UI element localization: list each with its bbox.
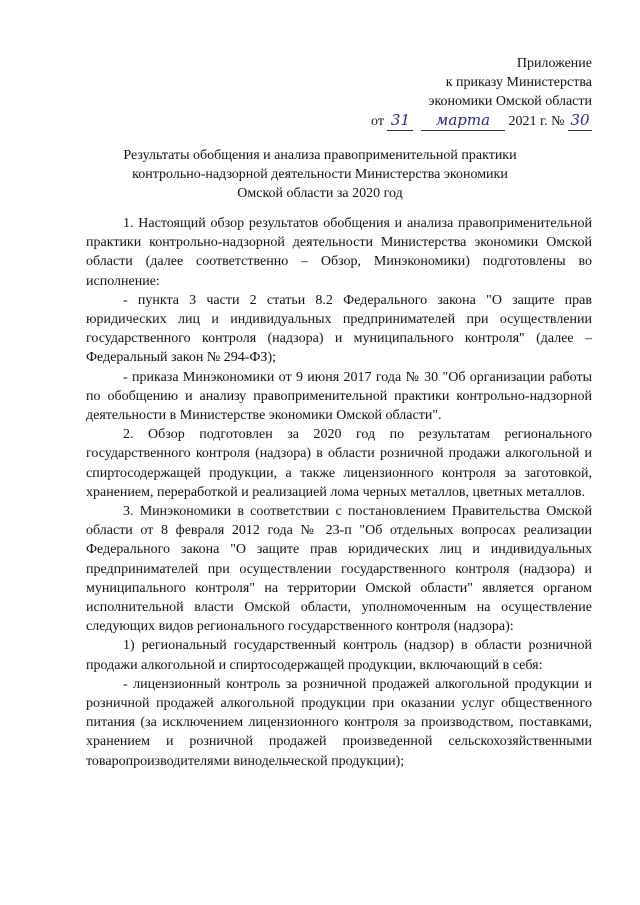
appendix-line-1: Приложение bbox=[516, 56, 592, 71]
appendix-header bbox=[362, 54, 592, 131]
paragraph: - лицензионный контроль за розничной продажей алкогольной продукции и розничной продажей алкогольной продукции при оказании услуг общественного питания (за исключением лицензионного контроля за производством, поставками, хранением и розничной продажей произведенной сельскохозяйственными товаропроизводителями винодельческой продукции); bbox=[86, 676, 592, 769]
handwritten-month: марта bbox=[421, 111, 505, 131]
date-year: 2021 г. № bbox=[508, 114, 565, 129]
appendix-date-line bbox=[362, 111, 592, 131]
paragraph: - приказа Минэкономики от 9 июня 2017 года № 30 "Об организации работы по обобщению и анализу правоприменительной практики контрольно-надзорной деятельности в Министерстве экономики Омской области". bbox=[86, 369, 592, 424]
title-line-3: Омской области за 2020 год bbox=[237, 186, 403, 201]
date-prefix: от bbox=[371, 114, 384, 129]
appendix-line-3: экономики Омской области bbox=[428, 94, 592, 109]
handwritten-day: 31 bbox=[387, 111, 413, 131]
document-body bbox=[86, 214, 592, 771]
paragraph: 2. Обзор подготовлен за 2020 год по результатам регионального государственного контроля (надзора) в области розничной продажи алкогольной и спиртосодержащей продукции, а также лицензионного контроля за заготовкой, хранением, переработкой и реализацией лома черных металлов, цветных металлов. bbox=[86, 427, 592, 500]
paragraph: - пункта 3 части 2 статьи 8.2 Федерального закона "О защите прав юридических лиц и индивидуальных предпринимателей при осуществлении государственного контроля (надзора) и муниципального контроля" (далее – Федеральный закон № 294-ФЗ); bbox=[86, 292, 592, 366]
paragraph: 1) региональный государственный контроль (надзор) в области розничной продажи алкогольной и спиртосодержащей продукции, включающий в себя: bbox=[86, 638, 592, 673]
handwritten-order-number: 30 bbox=[568, 111, 592, 131]
document-title bbox=[80, 146, 560, 203]
title-line-2: контрольно-надзорной деятельности Министерства экономики bbox=[132, 167, 508, 182]
paragraph: 3. Минэкономики в соответствии с постановлением Правительства Омской области от 8 февраля 2012 года № 23-п "Об отдельных вопросах реализации Федерального закона "О защите прав юридических лиц и индивидуальных предпринимателей при осуществлении государственного контроля (надзора) и муниципального контроля" на территории Омской области" является органом исполнительной власти Омской области, уполномоченным на осуществление следующих видов регионального государственного контроля (надзора): bbox=[86, 504, 592, 635]
appendix-line-2: к приказу Министерства bbox=[445, 75, 592, 90]
paragraph: 1. Настоящий обзор результатов обобщения и анализа правоприменительной практики контрольно-надзорной деятельности Министерства экономики Омской области (далее соответственно – Обзор, Минэкономики) подготовлены во исполнение: bbox=[86, 216, 592, 289]
title-line-1: Результаты обобщения и анализа правоприменительной практики bbox=[123, 148, 517, 163]
